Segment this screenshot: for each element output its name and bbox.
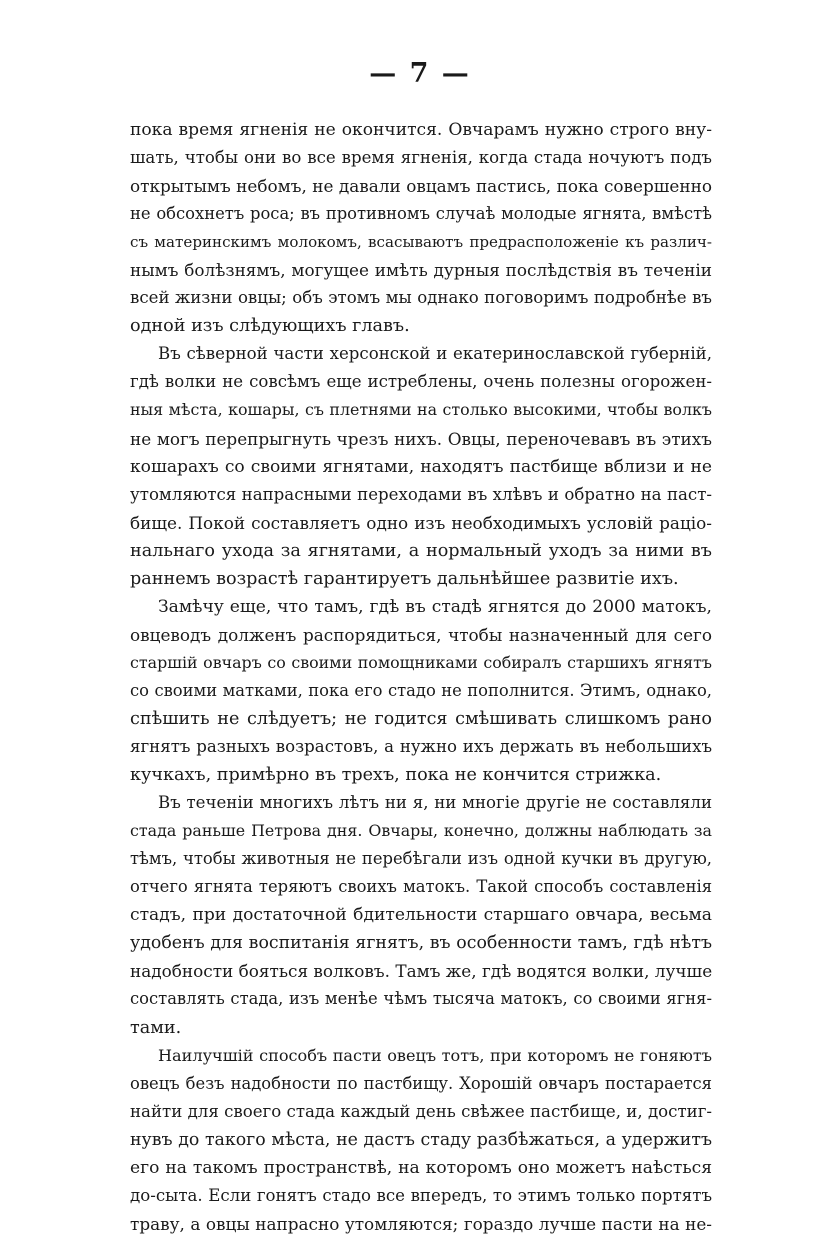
text-line: кучкахъ, примѣрно въ трехъ, пока не кончится стрижка. (130, 765, 662, 786)
text-line: Замѣчу еще, что тамъ, гдѣ въ стадѣ ягнятся до 2000 матокъ, (158, 596, 712, 617)
body-text (130, 116, 712, 1238)
text-line: бище. Покой составляетъ одно изъ необходимыхъ условій раціо- (130, 512, 712, 533)
text-line: одной изъ слѣдующихъ главъ. (130, 316, 410, 337)
text-line: нувъ до такого мѣста, не дастъ стаду разбѣжаться, а удержитъ (130, 1129, 712, 1150)
text-line: спѣшить не слѣдуетъ; не годится смѣшивать слишкомъ рано (130, 708, 712, 729)
text-line: не обсохнетъ роса; въ противномъ случаѣ молодые ягнята, вмѣстѣ (130, 204, 712, 224)
text-line: кошарахъ со своими ягнятами, находятъ пастбище вблизи и не (130, 456, 712, 477)
text-line: найти для своего стада каждый день свѣжее пастбище, и, достиг- (130, 1101, 712, 1121)
text-line: траву, а овцы напрасно утомляются; гораздо лучше пасти на не- (130, 1213, 712, 1234)
text-line: ныя мѣста, кошары, съ плетнями на столько высокими, чтобы волкъ (130, 400, 712, 420)
text-line: открытымъ небомъ, не давали овцамъ пастись, пока совершенно (130, 176, 712, 197)
paragraph (130, 1042, 712, 1238)
text-line: ягнятъ разныхъ возрастовъ, а нужно ихъ держать въ небольшихъ (130, 737, 712, 757)
text-line: Въ сѣверной части херсонской и екатеринославской губерній, (158, 344, 712, 364)
paragraph (130, 116, 712, 340)
text-line: тѣмъ, чтобы животныя не перебѣгали изъ одной кучки въ другую, (130, 849, 712, 869)
text-line: Въ теченіи многихъ лѣтъ ни я, ни многіе другіе не составляли (158, 793, 712, 813)
text-line: удобенъ для воспитанія ягнятъ, въ особенности тамъ, гдѣ нѣтъ (130, 933, 712, 954)
text-line: не могъ перепрыгнуть чрезъ нихъ. Овцы, переночевавъ въ этихъ (130, 428, 712, 449)
text-line: овцеводъ долженъ распорядиться, чтобы назначенный для сего (130, 624, 712, 645)
paragraph (130, 340, 712, 592)
text-line: утомляются напрасными переходами въ хлѣвъ и обратно на паст- (130, 484, 712, 504)
text-line: стадъ, при достаточной бдительности старшаго овчара, весьма (130, 905, 712, 926)
text-line: раннемъ возрастѣ гарантируетъ дальнѣйшее развитіе ихъ. (130, 568, 679, 589)
text-line: его на такомъ пространствѣ, на которомъ оно можетъ наѣсться (130, 1157, 712, 1178)
text-line: стада раньше Петрова дня. Овчары, конечно, должны наблюдать за (130, 821, 712, 841)
text-line: составлять стада, изъ менѣе чѣмъ тысяча матокъ, со своими ягня- (130, 989, 712, 1009)
text-line: нальнаго ухода за ягнятами, а нормальный уходъ за ними въ (130, 540, 712, 561)
text-line: нымъ болѣзнямъ, могущее имѣть дурныя послѣдствія въ теченіи (130, 260, 712, 281)
text-line: пока время ягненія не окончится. Овчарамъ нужно строго вну- (130, 120, 712, 140)
text-line: овецъ безъ надобности по пастбищу. Хорошій овчаръ постарается (130, 1073, 712, 1093)
text-line: старшій овчаръ со своими помощниками собиралъ старшихъ ягнятъ (130, 652, 712, 672)
text-line: со своими матками, пока его стадо не пополнится. Этимъ, однако, (130, 680, 712, 700)
text-line: шать, чтобы они во все время ягненія, когда стада ночуютъ подъ (130, 148, 712, 168)
paragraph (130, 593, 712, 789)
page-number: — 7 — (369, 58, 471, 89)
text-line: гдѣ волки не совсѣмъ еще истреблены, очень полезны огорожен- (130, 372, 712, 392)
text-line: тами. (130, 1017, 182, 1038)
text-line: отчего ягнята теряютъ своихъ матокъ. Такой способъ составленія (130, 877, 712, 897)
text-line: всей жизни овцы; объ этомъ мы однако поговоримъ подробнѣе въ (130, 288, 712, 308)
text-line: Наилучшій способъ пасти овецъ тотъ, при которомъ не гоняютъ (158, 1045, 712, 1065)
text-line: съ материнскимъ молокомъ, всасываютъ предрасположеніе къ различ- (130, 233, 712, 252)
text-line: надобности бояться волковъ. Тамъ же, гдѣ водятся волки, лучше (130, 961, 712, 982)
paragraph (130, 789, 712, 1041)
text-line: до-сыта. Если гонятъ стадо все впередъ, то этимъ только портятъ (130, 1185, 712, 1205)
